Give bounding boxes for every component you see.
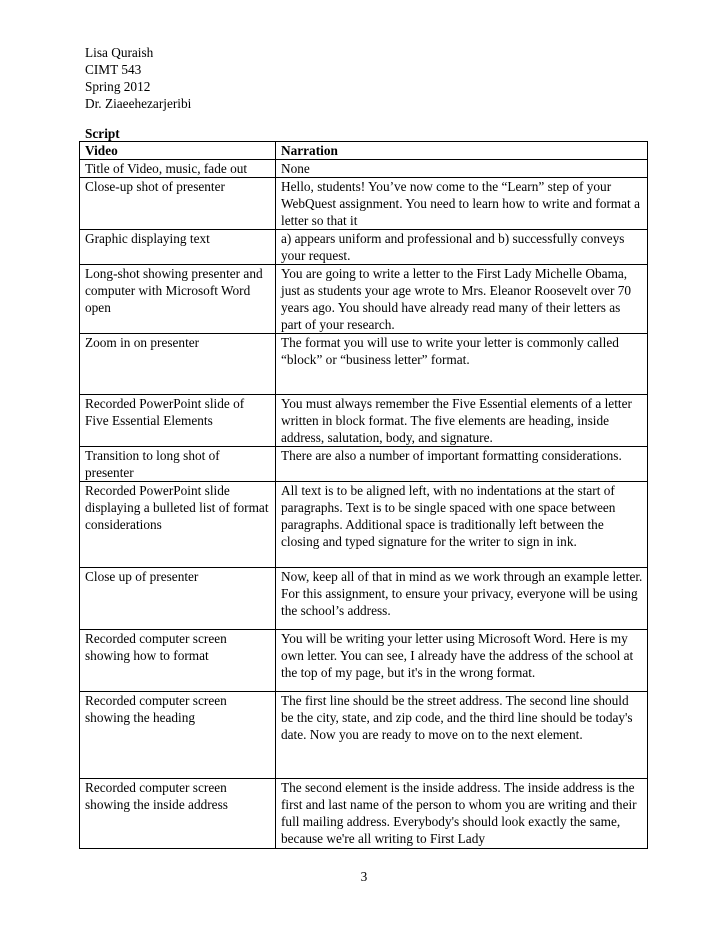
video-cell: Long-shot showing presenter and computer with Microsoft Word open	[80, 265, 276, 334]
table-row	[80, 630, 648, 692]
video-cell: Transition to long shot of presenter	[80, 447, 276, 482]
table-row	[80, 447, 648, 482]
table-row	[80, 568, 648, 630]
table-row	[80, 334, 648, 395]
narration-cell: Now, keep all of that in mind as we work through an example letter. For this assignment, to ensure your privacy, everyone will be using the school’s address.	[276, 568, 648, 630]
table-row	[80, 230, 648, 265]
table-row	[80, 692, 648, 779]
video-cell: Recorded PowerPoint slide of Five Essential Elements	[80, 395, 276, 447]
table-row	[80, 779, 648, 849]
section-title: Script	[85, 126, 120, 141]
narration-cell: You will be writing your letter using Microsoft Word. Here is my own letter. You can see, I already have the address of the school at the top of my page, but it's in the wrong format.	[276, 630, 648, 692]
video-cell: Zoom in on presenter	[80, 334, 276, 395]
term: Spring 2012	[85, 79, 151, 94]
video-cell: Recorded PowerPoint slide displaying a bulleted list of format considerations	[80, 482, 276, 568]
narration-cell: The second element is the inside address. The inside address is the first and last name of the person to whom you are writing and their full mailing address. Everybody's should look exactly the same, because we're all writing to First Lady	[276, 779, 648, 849]
narration-cell: You are going to write a letter to the First Lady Michelle Obama, just as students your age wrote to Mrs. Eleanor Roosevelt over 70 years ago. You should have already read many of their letters as part of your research.	[276, 265, 648, 334]
table-row	[80, 482, 648, 568]
table-row	[80, 160, 648, 178]
document-header	[85, 44, 191, 112]
video-cell: Close-up shot of presenter	[80, 178, 276, 230]
video-cell: Title of Video, music, fade out	[80, 160, 276, 178]
table-row	[80, 178, 648, 230]
instructor-name: Dr. Ziaeehezarjeribi	[85, 96, 192, 111]
script-table	[79, 141, 648, 849]
table-row	[80, 265, 648, 334]
author-name: Lisa Quraish	[85, 45, 154, 60]
narration-cell: Hello, students! You’ve now come to the “Learn” step of your WebQuest assignment. You need to learn how to write and format a letter so that it	[276, 178, 648, 230]
narration-cell: All text is to be aligned left, with no indentations at the start of paragraphs. Text is to be single spaced with one space between paragraphs. Additional space is traditionally left between the closing and typed signature for the writer to sign in ink.	[276, 482, 648, 568]
column-header-narration: Narration	[276, 142, 648, 160]
video-cell: Recorded computer screen showing the heading	[80, 692, 276, 779]
narration-cell: You must always remember the Five Essential elements of a letter written in block format. The five elements are heading, inside address, salutation, body, and signature.	[276, 395, 648, 447]
video-cell: Graphic displaying text	[80, 230, 276, 265]
table-row	[80, 395, 648, 447]
video-cell: Recorded computer screen showing the inside address	[80, 779, 276, 849]
narration-cell: a) appears uniform and professional and b) successfully conveys your request.	[276, 230, 648, 265]
narration-cell: None	[276, 160, 648, 178]
narration-cell: The first line should be the street address. The second line should be the city, state, and zip code, and the third line should be today's date. Now you are ready to move on to the next element.	[276, 692, 648, 779]
narration-cell: There are also a number of important formatting considerations.	[276, 447, 648, 482]
table-header-row	[80, 142, 648, 160]
column-header-video: Video	[80, 142, 276, 160]
narration-cell: The format you will use to write your letter is commonly called “block” or “business letter” format.	[276, 334, 648, 395]
page-number: 3	[360, 869, 368, 884]
course-code: CIMT 543	[85, 62, 142, 77]
video-cell: Close up of presenter	[80, 568, 276, 630]
video-cell: Recorded computer screen showing how to format	[80, 630, 276, 692]
